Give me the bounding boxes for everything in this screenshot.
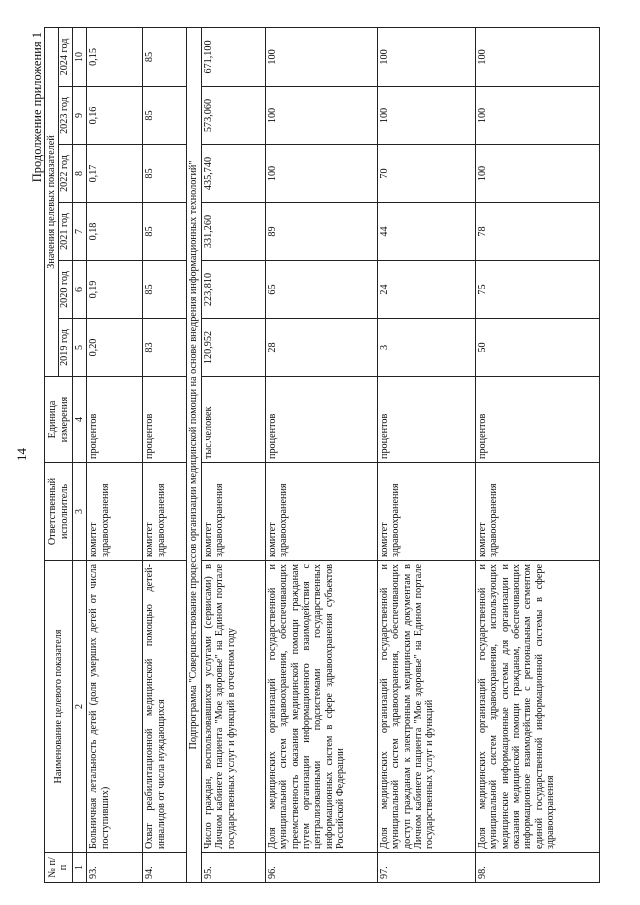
row-value: 435,740 <box>201 145 265 203</box>
header-year: 2021 год <box>59 203 73 261</box>
row-executor: комитет здравоохранения <box>201 463 265 561</box>
row-value: 85 <box>143 87 187 145</box>
row-no: 98. <box>475 853 599 883</box>
column-index: 1 <box>73 853 87 883</box>
header-year: 2020 год <box>59 261 73 319</box>
row-executor: комитет здравоохранения <box>87 463 143 561</box>
table-row <box>143 27 187 882</box>
row-executor: комитет здравоохранения <box>475 463 599 561</box>
row-value: 24 <box>377 261 475 319</box>
row-value: 573,060 <box>201 87 265 145</box>
row-no: 95. <box>201 853 265 883</box>
column-index: 8 <box>73 145 87 203</box>
row-value: 0,20 <box>87 319 143 377</box>
row-value: 223,810 <box>201 261 265 319</box>
row-name: Число граждан, воспользовавшихся услугами (сервисами) в Личном кабинете пациента "Мое здоровье" на Едином портале государственных услуг и функций в отчетном году <box>201 561 265 853</box>
row-unit: процентов <box>143 377 187 463</box>
table-row <box>377 27 475 882</box>
subprogram-title: Подпрограмма "Совершенствование процессов организации медицинской помощи на основе внедрения информационных технологий" <box>187 27 201 882</box>
row-value: 120,952 <box>201 319 265 377</box>
table-row <box>201 27 265 882</box>
row-value: 0,17 <box>87 145 143 203</box>
row-unit: процентов <box>87 377 143 463</box>
row-value: 331,260 <box>201 203 265 261</box>
row-value: 83 <box>143 319 187 377</box>
page-number: 14 <box>14 448 29 461</box>
row-executor: комитет здравоохранения <box>265 463 377 561</box>
row-unit: процентов <box>377 377 475 463</box>
header-row-1 <box>45 27 59 882</box>
row-name: Доля медицинских организаций государственной и муниципальной систем здравоохранения, обеспечивающих преемственность оказания медицинской помощи гражданам путем организации информационного взаимодействия с централизованными подсистемами государственных информационных систем в сфере здравоохранения субъектов Российской Федерации <box>265 561 377 853</box>
row-unit: процентов <box>475 377 599 463</box>
header-unit: Единица измерения <box>45 377 73 463</box>
target-indicators-table <box>44 27 600 883</box>
header-executor: Ответственный исполнитель <box>45 463 73 561</box>
row-value: 100 <box>265 27 377 86</box>
subprogram-row <box>187 27 201 882</box>
row-value: 0,15 <box>87 27 143 86</box>
row-value: 100 <box>265 145 377 203</box>
header-year: 2024 год <box>59 27 73 86</box>
header-name: Наименование целевого показателя <box>45 561 73 853</box>
column-index: 5 <box>73 319 87 377</box>
row-value: 100 <box>475 27 599 86</box>
row-executor: комитет здравоохранения <box>143 463 187 561</box>
column-index: 10 <box>73 27 87 86</box>
row-no: 93. <box>87 853 143 883</box>
row-executor: комитет здравоохранения <box>377 463 475 561</box>
row-value: 78 <box>475 203 599 261</box>
table-row <box>475 27 599 882</box>
header-year: 2019 год <box>59 319 73 377</box>
row-value: 100 <box>475 145 599 203</box>
row-value: 85 <box>143 145 187 203</box>
row-value: 100 <box>377 87 475 145</box>
column-index: 2 <box>73 561 87 853</box>
row-value: 75 <box>475 261 599 319</box>
row-value: 70 <box>377 145 475 203</box>
row-value: 100 <box>265 87 377 145</box>
row-value: 3 <box>377 319 475 377</box>
row-value: 28 <box>265 319 377 377</box>
header-values-group: Значения целевых показателей <box>45 27 59 376</box>
row-value: 100 <box>377 27 475 86</box>
row-no: 94. <box>143 853 187 883</box>
row-name: Доля медицинских организаций государственной и муниципальной систем здравоохранения, использующих медицинские информационные системы для организации и оказания медицинской помощи гражданам, обеспечивающих информационное взаимодействие с региональным сегментом единой государственной информационной системы в сфере здравоохранения <box>475 561 599 853</box>
row-value: 671,100 <box>201 27 265 86</box>
row-value: 0,18 <box>87 203 143 261</box>
column-index: 6 <box>73 261 87 319</box>
row-value: 85 <box>143 27 187 86</box>
column-index: 4 <box>73 377 87 463</box>
row-value: 44 <box>377 203 475 261</box>
row-value: 50 <box>475 319 599 377</box>
continuation-label: Продолжение приложения 1 <box>30 32 44 183</box>
table-row <box>87 27 143 882</box>
row-value: 85 <box>143 203 187 261</box>
row-unit: процентов <box>265 377 377 463</box>
row-value: 85 <box>143 261 187 319</box>
row-value: 100 <box>475 87 599 145</box>
header-year: 2022 год <box>59 145 73 203</box>
row-name: Доля медицинских организаций государственной и муниципальной систем здравоохранения, обеспечивающих доступ гражданам к электронным медицинским документам в Личном кабинете пациента "Мое здоровье" на Едином портале государственных услуг и функций <box>377 561 475 853</box>
row-no: 96. <box>265 853 377 883</box>
table-row <box>265 27 377 882</box>
row-unit: тыс.человек <box>201 377 265 463</box>
header-no: № п/п <box>45 853 73 883</box>
row-value: 89 <box>265 203 377 261</box>
column-index: 7 <box>73 203 87 261</box>
row-no: 97. <box>377 853 475 883</box>
header-year: 2023 год <box>59 87 73 145</box>
row-name: Больничная летальность детей (доля умерших детей от числа поступивших) <box>87 561 143 853</box>
row-value: 65 <box>265 261 377 319</box>
column-index-row <box>73 27 87 882</box>
row-value: 0,16 <box>87 87 143 145</box>
column-index: 9 <box>73 87 87 145</box>
row-name: Охват реабилитационной медицинской помощью детей-инвалидов от числа нуждающихся <box>143 561 187 853</box>
row-value: 0,19 <box>87 261 143 319</box>
column-index: 3 <box>73 463 87 561</box>
